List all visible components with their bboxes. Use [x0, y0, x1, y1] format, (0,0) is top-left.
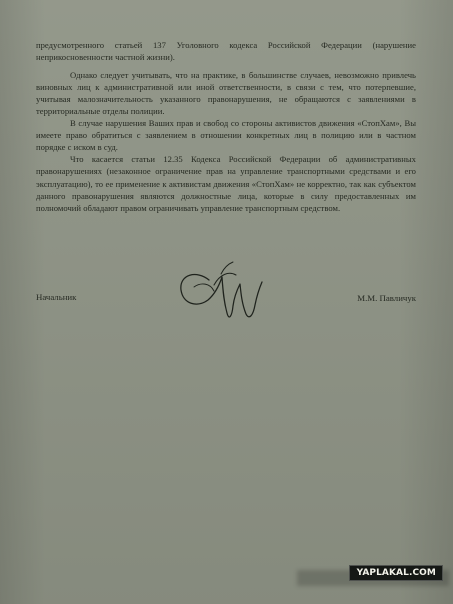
handwritten-signature — [169, 256, 279, 336]
paragraph-article-1235: Что касается статьи 12.35 Кодекса Российской Федерации об административных правонарушениях (незаконное ограничение прав на управление транспортными средствами и его эксплуатацию), то ее применение к активистам движения «СтопХам» не корректно, так как субъектом данного правонарушения являются должностные лица, которые в силу предоставленных им полномочий обладают правом ограничивать управление транспортным средством. — [36, 154, 416, 213]
signer-position: Начальник — [36, 292, 77, 302]
paragraph-practice-note: Однако следует учитывать, что на практике, в большинстве случаев, невозможно привлечь виновных лиц к административной или иной ответственности, в связи с тем, что потерпевшие, учитывая малозначительность указанного правонарушения, не обращаются с заявлениями в территориальные отделы полиции. — [36, 70, 416, 117]
paragraph-rights-violation: В случае нарушения Ваших прав и свобод со стороны активистов движения «СтопХам», Вы имеете право обратиться с заявлением в отношении конкретных лиц в полицию или в частном порядке с иском в суд. — [36, 118, 416, 153]
paragraph-article-137: предусмотренного статьей 137 Уголовного кодекса Российской Федерации (нарушение неприкосновенности частной жизни). — [36, 40, 416, 63]
letter-body — [36, 39, 416, 214]
signature-block — [36, 286, 416, 366]
signer-name: М.М. Павличук — [357, 293, 416, 303]
watermark-badge: YAPLAKAL.COM — [349, 565, 443, 581]
